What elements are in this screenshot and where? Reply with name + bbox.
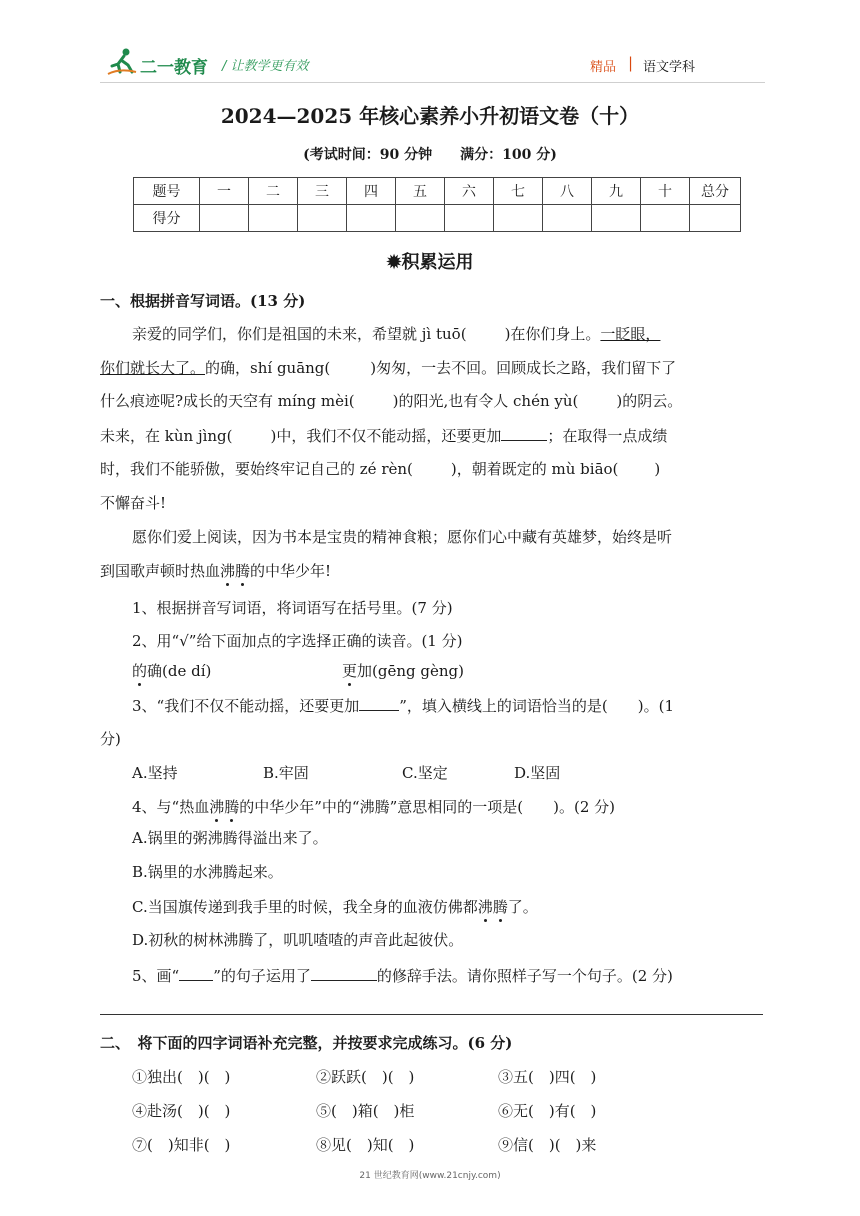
text: C.当国旗传递到我手里的时候，我全身的血液仿佛都: [132, 898, 478, 916]
option-a[interactable]: A.锅里的粥沸腾得溢出来了。: [132, 829, 328, 847]
text: 什么痕迹呢?成长的天空有 míng mèi(: [100, 392, 355, 410]
idiom-item[interactable]: ⑧见( )知( ): [316, 1136, 415, 1154]
text: 5、画“: [132, 967, 180, 985]
q1-text-line: [100, 425, 667, 446]
underline-sample: [179, 965, 213, 981]
idiom-item[interactable]: ③五( )四( ): [498, 1068, 597, 1086]
idiom-item[interactable]: ⑤( )箱( )柜: [316, 1102, 415, 1120]
dotted-char: 的: [132, 662, 148, 680]
table-cell: 七: [494, 178, 543, 205]
idiom-item[interactable]: ⑦( )知非( ): [132, 1136, 231, 1154]
answer-blank[interactable]: [359, 695, 399, 711]
dotted-char: 腾: [492, 898, 508, 916]
score-input-cell[interactable]: [543, 205, 592, 232]
dotted-char: 沸: [209, 798, 225, 816]
sub-question-2: 2、用“√”给下面加点的字选择正确的读音。(1 分): [132, 632, 463, 650]
score-input-cell[interactable]: [494, 205, 543, 232]
q1-text-line: 愿你们爱上阅读，因为书本是宝贵的精神食粮；愿你们心中藏有英雄梦，始终是听: [132, 528, 673, 546]
dotted-char: 腾: [224, 798, 240, 816]
table-cell: 总分: [690, 178, 741, 205]
score-input-cell[interactable]: [347, 205, 396, 232]
text: 3、“我们不仅不能动摇，还要更加: [132, 697, 360, 715]
sub-question-3-tail: 分): [100, 730, 121, 748]
burst-icon: ✹: [386, 252, 402, 273]
dotted-char: 腾: [235, 562, 251, 580]
reading-option-a[interactable]: [132, 660, 211, 681]
text: 了。: [507, 898, 538, 916]
section-title-text: 积累运用: [401, 252, 474, 273]
text: 的确，shí guāng(: [205, 359, 331, 377]
sub-question-5: [132, 965, 673, 986]
section-divider: [100, 1014, 763, 1015]
table-cell: 题号: [134, 178, 200, 205]
text: ；在取得一点成绩: [547, 427, 668, 445]
text: 的中华少年”中的“沸腾”意思相同的一项是( )。(2 分): [239, 798, 615, 816]
text: )，朝着既定的 mù biāo(: [450, 460, 619, 478]
exam-subtitle: (考试时间：90 分钟 满分：100 分): [303, 147, 557, 163]
footer: 21 世纪教育网(www.21cnjy.com): [359, 1171, 501, 1181]
q2-heading: 二、 将下面的四字词语补充完整，并按要求完成练习。(6 分): [100, 1034, 513, 1052]
slogan: / 让教学更有效: [222, 59, 309, 74]
sub-question-3: [132, 695, 674, 716]
q1-text-line: [100, 357, 676, 378]
table-cell: 六: [445, 178, 494, 205]
underlined-sentence: 你们就长大了。: [100, 359, 206, 377]
q1-heading: 一、根据拼音写词语。(13 分): [100, 292, 306, 310]
underlined-sentence: 一眨眼，: [600, 325, 661, 343]
sub-question-1: 1、根据拼音写词语，将词语写在括号里。(7 分): [132, 599, 453, 617]
table-cell: 一: [200, 178, 249, 205]
score-input-cell[interactable]: [690, 205, 741, 232]
option-b[interactable]: B.牢固: [263, 764, 309, 782]
score-input-cell[interactable]: [298, 205, 347, 232]
option-c[interactable]: C.坚定: [402, 764, 448, 782]
answer-blank[interactable]: [311, 965, 377, 981]
idiom-item[interactable]: ①独出( )( ): [132, 1068, 231, 1086]
score-input-cell[interactable]: [445, 205, 494, 232]
text: )中，我们不仅不能动摇，还要更加: [270, 427, 502, 445]
table-row: [134, 178, 741, 205]
tag-quality: 精品: [590, 60, 617, 75]
text: 的修辞手法。请你照样子写一个句子。(2 分): [376, 967, 673, 985]
text: ”的句子运用了: [213, 967, 311, 985]
text: )匆匆，一去不回。回顾成长之路，我们留下了: [370, 359, 677, 377]
text: 4、与“热血: [132, 798, 210, 816]
idiom-item[interactable]: ②跃跃( )( ): [316, 1068, 415, 1086]
q1-text-line: [132, 323, 660, 344]
text: 确(de dí): [147, 662, 212, 680]
text: 亲爱的同学们，你们是祖国的未来，希望就 jì tuō(: [132, 325, 467, 343]
idiom-item[interactable]: ④赴汤( )( ): [132, 1102, 231, 1120]
dotted-char: 更: [342, 662, 358, 680]
tag-separator: |: [628, 54, 634, 72]
table-cell: 九: [592, 178, 641, 205]
exam-title: 2024—2025 年核心素养小升初语文卷（十）: [220, 104, 640, 128]
section-title: [0, 248, 860, 274]
option-b[interactable]: B.锅里的水沸腾起来。: [132, 863, 283, 881]
table-cell: 二: [249, 178, 298, 205]
text: ): [654, 460, 661, 478]
text: 的中华少年!: [250, 562, 332, 580]
table-cell: 五: [396, 178, 445, 205]
dotted-char: 沸: [220, 562, 236, 580]
q1-text-line: 不懈奋斗!: [100, 494, 167, 512]
runner-logo-icon: [106, 46, 138, 78]
text: 时，我们不能骄傲，要始终牢记自己的 zé rèn(: [100, 460, 413, 478]
text: 加(gēng gèng): [357, 662, 464, 680]
score-table: [133, 177, 741, 232]
header-divider: [100, 82, 765, 83]
score-input-cell[interactable]: [592, 205, 641, 232]
score-input-cell[interactable]: [249, 205, 298, 232]
text: 到国歌声顿时热血: [100, 562, 221, 580]
sub-question-4: [132, 796, 615, 817]
idiom-item[interactable]: ⑨信( )( )来: [498, 1136, 597, 1154]
q1-text-line: [100, 560, 331, 581]
table-cell: 八: [543, 178, 592, 205]
score-input-cell[interactable]: [641, 205, 690, 232]
table-cell: 四: [347, 178, 396, 205]
table-cell: 十: [641, 178, 690, 205]
score-input-cell[interactable]: [200, 205, 249, 232]
option-d[interactable]: D.坚固: [514, 764, 561, 782]
text: 未来，在 kùn jìng(: [100, 427, 233, 445]
text: )的阴云。: [616, 392, 683, 410]
text: ”，填入横线上的词语恰当的是( )。(1: [399, 697, 674, 715]
score-input-cell[interactable]: [396, 205, 445, 232]
option-a[interactable]: A.坚持: [132, 764, 178, 782]
option-c[interactable]: [132, 896, 538, 917]
text: )在你们身上。: [504, 325, 601, 343]
idiom-item[interactable]: ⑥无( )有( ): [498, 1102, 597, 1120]
tag-subject: 语文学科: [643, 60, 696, 75]
table-row: [134, 205, 741, 232]
reading-option-b[interactable]: [342, 660, 464, 681]
table-cell: 得分: [134, 205, 200, 232]
dotted-char: 沸: [477, 898, 493, 916]
answer-blank[interactable]: [501, 425, 547, 441]
q1-text-line: [100, 390, 682, 411]
text: )的阳光,也有令人 chén yù(: [392, 392, 579, 410]
logo-text: 二一教育: [140, 58, 208, 78]
q1-text-line: [100, 458, 660, 479]
table-cell: 三: [298, 178, 347, 205]
option-d[interactable]: D.初秋的树林沸腾了，叽叽喳喳的声音此起彼伏。: [132, 931, 464, 949]
